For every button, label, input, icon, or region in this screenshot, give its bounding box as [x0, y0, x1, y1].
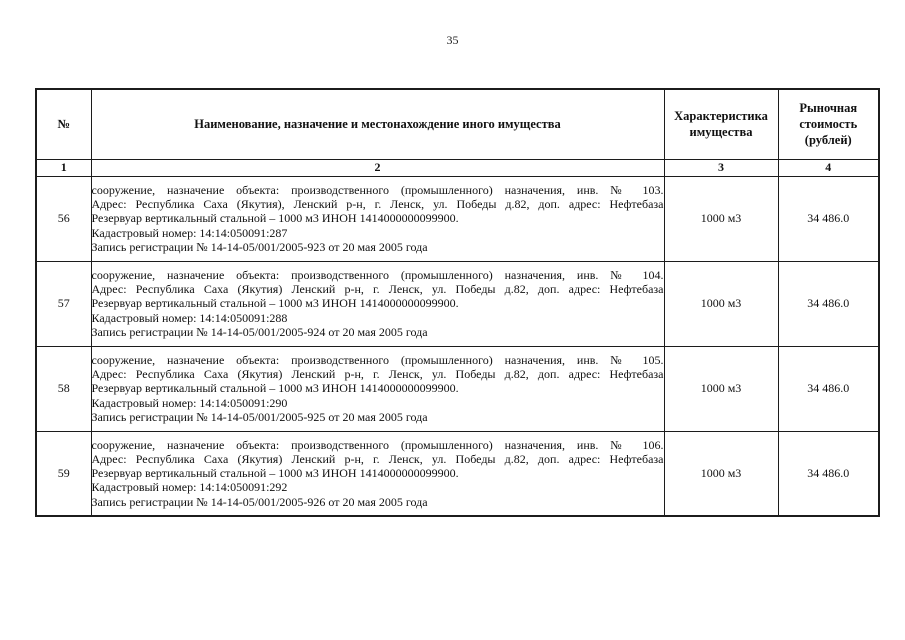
table-row [36, 431, 879, 516]
column-index-4: 4 [778, 159, 879, 176]
column-index-3: 3 [664, 159, 778, 176]
row-market-value: 34 486.0 [778, 261, 879, 346]
row-characteristic: 1000 м3 [664, 346, 778, 431]
row-number: 59 [36, 431, 91, 516]
table-header-row [36, 89, 879, 159]
table-row [36, 261, 879, 346]
cadastral-number-line: Кадастровый номер: 14:14:050091:288 [91, 310, 288, 325]
description-line: Резервуар вертикальный стальной – 1000 м3 ИНОН 1414000000099900. [91, 211, 459, 226]
description-line: Адрес: Республика Саха (Якутия), Ленский р-н, г. Ленск, ул. Победы д.82, доп. адрес: Нефтебаза [91, 197, 664, 212]
description-line: Адрес: Республика Саха (Якутия) Ленский р-н, г. Ленск, ул. Победы д.82, доп. адрес: Нефтебаза [91, 367, 664, 382]
page-number: 35 [446, 33, 459, 47]
row-number: 58 [36, 346, 91, 431]
row-characteristic: 1000 м3 [664, 431, 778, 516]
column-index-row [36, 159, 879, 176]
row-number: 57 [36, 261, 91, 346]
header-characteristic: Характеристика имущества [664, 89, 778, 159]
row-number: 56 [36, 176, 91, 261]
header-name-location: Наименование, назначение и местонахождение иного имущества [91, 89, 664, 159]
registration-record-line: Запись регистрации № 14-14-05/001/2005-923 от 20 мая 2005 года [91, 239, 428, 254]
row-market-value: 34 486.0 [778, 176, 879, 261]
row-market-value: 34 486.0 [778, 346, 879, 431]
property-table [35, 88, 880, 517]
row-description [91, 346, 664, 431]
row-market-value: 34 486.0 [778, 431, 879, 516]
description-line: Адрес: Республика Саха (Якутия) Ленский р-н, г. Ленск, ул. Победы д.82, доп. адрес: Нефтебаза [91, 282, 664, 297]
header-number: № [36, 89, 91, 159]
cadastral-number-line: Кадастровый номер: 14:14:050091:287 [91, 225, 288, 240]
description-line: сооружение, назначение объекта: производственного (промышленного) назначения, инв. № 104. [91, 267, 664, 282]
table-row [36, 346, 879, 431]
row-description [91, 431, 664, 516]
registration-record-line: Запись регистрации № 14-14-05/001/2005-924 от 20 мая 2005 года [91, 324, 428, 339]
table-row [36, 176, 879, 261]
cadastral-number-line: Кадастровый номер: 14:14:050091:290 [91, 395, 288, 410]
description-line: сооружение, назначение объекта: производственного (промышленного) назначения, инв. № 106. [91, 437, 664, 452]
column-index-2: 2 [91, 159, 664, 176]
column-index-1: 1 [36, 159, 91, 176]
row-description [91, 261, 664, 346]
row-characteristic: 1000 м3 [664, 261, 778, 346]
registration-record-line: Запись регистрации № 14-14-05/001/2005-926 от 20 мая 2005 года [91, 494, 428, 509]
description-line: сооружение, назначение объекта: производственного (промышленного) назначения, инв. № 105. [91, 352, 664, 367]
description-line: Резервуар вертикальный стальной – 1000 м3 ИНОН 1414000000099900. [91, 466, 459, 481]
description-line: Резервуар вертикальный стальной – 1000 м3 ИНОН 1414000000099900. [91, 381, 459, 396]
row-characteristic: 1000 м3 [664, 176, 778, 261]
description-line: сооружение, назначение объекта: производственного (промышленного) назначения, инв. № 103. [91, 182, 664, 197]
description-line: Резервуар вертикальный стальной – 1000 м3 ИНОН 1414000000099900. [91, 296, 459, 311]
header-market-value: Рыночная стоимость (рублей) [778, 89, 879, 159]
cadastral-number-line: Кадастровый номер: 14:14:050091:292 [91, 480, 288, 495]
description-line: Адрес: Республика Саха (Якутия) Ленский р-н, г. Ленск, ул. Победы д.82, доп. адрес: Нефтебаза [91, 451, 664, 466]
registration-record-line: Запись регистрации № 14-14-05/001/2005-925 от 20 мая 2005 года [91, 409, 428, 424]
row-description [91, 176, 664, 261]
